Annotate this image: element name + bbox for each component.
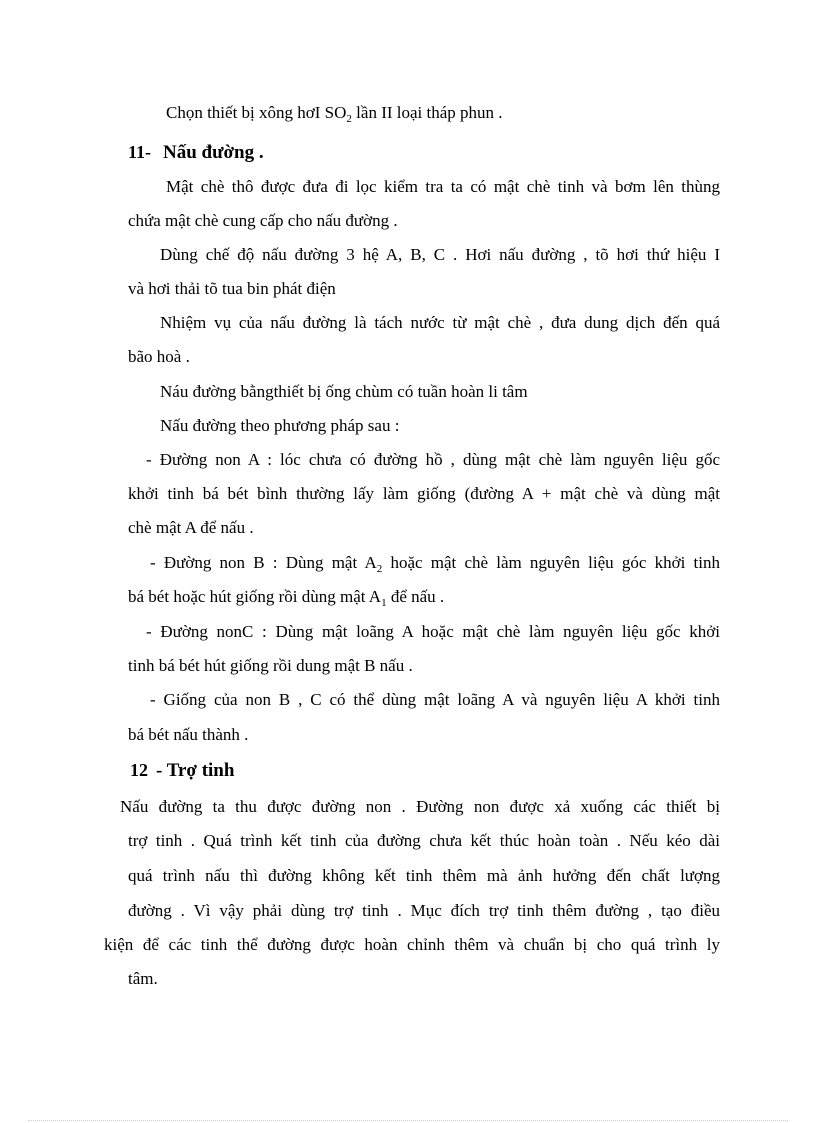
text-fragment: để nấu . bbox=[386, 587, 445, 606]
subscript: 2 bbox=[376, 563, 383, 575]
paragraph-line: kiện để các tinh thể đường được hoàn chỉnh thêm và chuẩn bị cho quá trình ly bbox=[104, 935, 720, 954]
list-item-line: - Đường non A : lóc chưa có đường hồ , dùng mật chè làm nguyên liệu gốc bbox=[146, 450, 720, 469]
paragraph-line: Nhiệm vụ của nấu đường là tách nước từ mật chè , đưa dung dịch đến quá bbox=[160, 313, 720, 332]
list-item-line: - Giống của non B , C có thể dùng mật loãng A và nguyên liệu A khởi tinh bbox=[150, 690, 720, 709]
paragraph-line: và hơi thải tõ tua bin phát điện bbox=[128, 279, 336, 298]
subscript: 1 bbox=[381, 597, 387, 609]
paragraph-line: chứa mật chè cung cấp cho nấu đường . bbox=[128, 211, 398, 230]
list-item-line bbox=[128, 587, 444, 607]
text-fragment: bá bét hoặc hút giống rồi dùng mật A bbox=[128, 587, 382, 606]
page-bottom-rule bbox=[28, 1120, 788, 1121]
section-heading-12 bbox=[130, 760, 234, 782]
list-item-line: chè mật A để nấu . bbox=[128, 518, 254, 537]
paragraph-line: đường . Vì vậy phải dùng trợ tinh . Mục đích trợ tinh thêm đường , tạo điều bbox=[128, 901, 720, 920]
paragraph-line: tâm. bbox=[128, 969, 158, 988]
list-item-line bbox=[150, 553, 720, 573]
paragraph-line: quá trình nấu thì đường không kết tinh thêm mà ảnh hưởng đến chất lượng bbox=[128, 866, 720, 885]
subscript: 2 bbox=[346, 113, 352, 125]
section-title: - Trợ tinh bbox=[156, 760, 235, 781]
list-item-line: bá bét nấu thành . bbox=[128, 725, 249, 744]
list-item-line: - Đường nonC : Dùng mật loãng A hoặc mật chè làm nguyên liệu gốc khởi bbox=[146, 622, 720, 641]
paragraph-line: trợ tinh . Quá trình kết tinh của đường chưa kết thúc hoàn toàn . Nếu kéo dài bbox=[128, 831, 720, 850]
text-line bbox=[166, 103, 503, 123]
section-heading-11 bbox=[128, 142, 264, 164]
paragraph-line: Nấu đường theo phương pháp sau : bbox=[160, 416, 400, 435]
paragraph-line: Dùng chế độ nấu đường 3 hệ A, B, C . Hơi nấu đường , tõ hơi thứ hiệu I bbox=[160, 245, 720, 264]
section-title: Nấu đường . bbox=[163, 142, 264, 163]
text-fragment: lần II loại tháp phun . bbox=[351, 103, 503, 122]
section-number: 11- bbox=[128, 142, 152, 162]
paragraph-line: Náu đường bằngthiết bị ống chùm có tuần hoàn li tâm bbox=[160, 382, 528, 401]
paragraph-line: Mật chè thô được đưa đi lọc kiểm tra ta có mật chè tinh và bơm lên thùng bbox=[166, 177, 720, 196]
list-item-line: khởi tinh bá bét bình thường lấy làm giống (đường A + mật chè và dùng mật bbox=[128, 484, 720, 503]
text-fragment: Chọn thiết bị xông hơI SO bbox=[166, 103, 347, 122]
section-number: 12 bbox=[130, 760, 148, 780]
paragraph-line: Nấu đường ta thu được đường non . Đường non được xả xuống các thiết bị bbox=[120, 797, 720, 816]
list-item-line: tinh bá bét hút giống rồi dung mật B nấu . bbox=[128, 656, 413, 675]
text-fragment: - Đường non B : Dùng mật A bbox=[150, 553, 377, 572]
paragraph-line: bão hoà . bbox=[128, 347, 190, 366]
text-fragment: hoặc mật chè làm nguyên liệu góc khởi tinh bbox=[382, 553, 720, 572]
